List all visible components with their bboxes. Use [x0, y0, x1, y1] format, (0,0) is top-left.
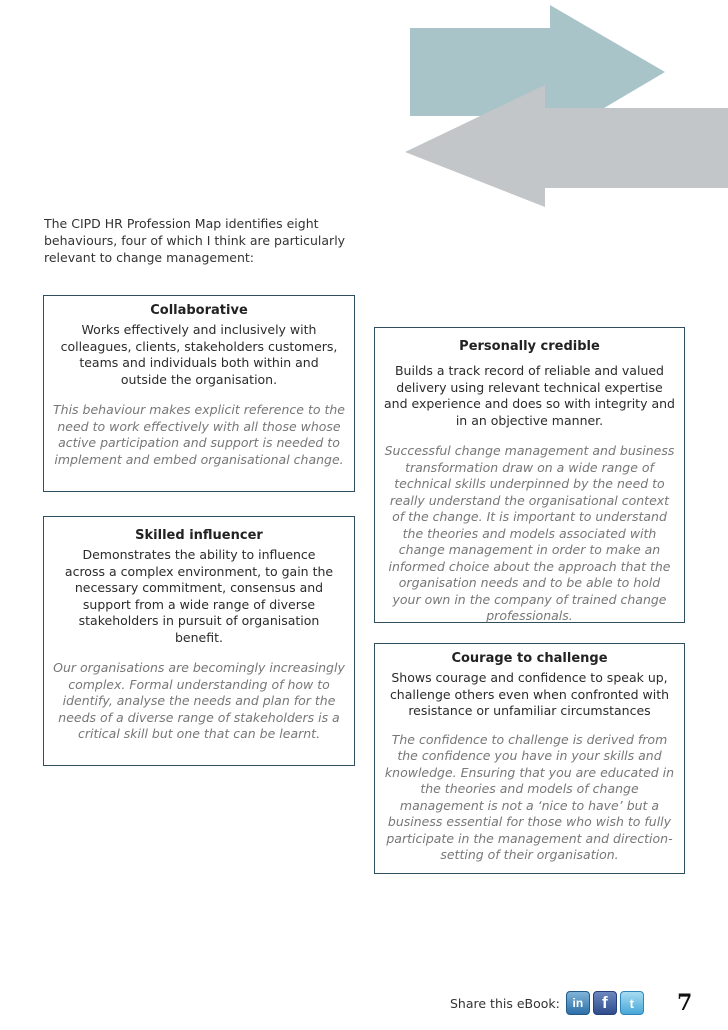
skilled-influencer-commentary: Our organisations are becomingly increasingly complex. Formal understanding of how to identify, analyse the needs and plan for the needs of a diverse range of stakeholders is a critical skill but one that can be learnt. — [53, 660, 345, 741]
share-label: Share this eBook: — [450, 995, 560, 1011]
collaborative-commentary: This behaviour makes explicit reference to the need to work effectively with all those whose active participation and support is needed to implement and embed organisational change. — [53, 402, 345, 467]
collaborative-box — [43, 295, 355, 492]
collaborative-title: Collaborative — [150, 303, 248, 318]
courage-to-challenge-description: Shows courage and confidence to speak up, challenge others even when confronted with resistance or unfamiliar circumstances — [389, 670, 670, 718]
linkedin-icon[interactable]: in — [566, 991, 590, 1015]
courage-to-challenge-commentary: The confidence to challenge is derived from the confidence you have in your skills and knowledge. Ensuring that you are educated in the theories and models of change management is not a ‘nice to have’ but a business essential for those who wish to fully participate in the management and direction-setting of their organisation. — [384, 731, 675, 862]
page-number: 7 — [677, 990, 693, 1016]
personally-credible-title: Personally credible — [459, 339, 600, 354]
collaborative-description: Works effectively and inclusively with colleagues, clients, stakeholders customers, teams and individuals both within and outside the organisation. — [60, 322, 338, 387]
decorative-arrows — [0, 0, 728, 210]
personally-credible-box — [374, 327, 685, 623]
skilled-influencer-title: Skilled influencer — [135, 528, 263, 543]
skilled-influencer-box — [43, 516, 355, 766]
courage-to-challenge-title: Courage to challenge — [451, 651, 608, 666]
personally-credible-description: Builds a track record of reliable and valued delivery using relevant technical expertise and experience and does so with integrity and in an objective manner. — [384, 363, 675, 428]
courage-to-challenge-box — [374, 643, 685, 874]
facebook-icon[interactable]: f — [593, 991, 617, 1015]
skilled-influencer-description: Demonstrates the ability to influence across a complex environment, to gain the necessary commitment, consensus and support from a wide range of diverse stakeholders in pursuit of organisation benefit. — [64, 547, 334, 645]
intro-paragraph: The CIPD HR Profession Map identifies eight behaviours, four of which I think are particularly relevant to change management: — [44, 216, 346, 265]
share-footer — [450, 990, 700, 1016]
twitter-icon[interactable]: t — [620, 991, 644, 1015]
personally-credible-commentary: Successful change management and business transformation draw on a wide range of technical skills underpinned by the need to really understand the organisational context of the change. It is important to understand the theories and models associated with change management in order to make an informed choice about the approach that the organisation needs and to be able to hold your own in the company of trained change professionals. — [384, 443, 675, 623]
